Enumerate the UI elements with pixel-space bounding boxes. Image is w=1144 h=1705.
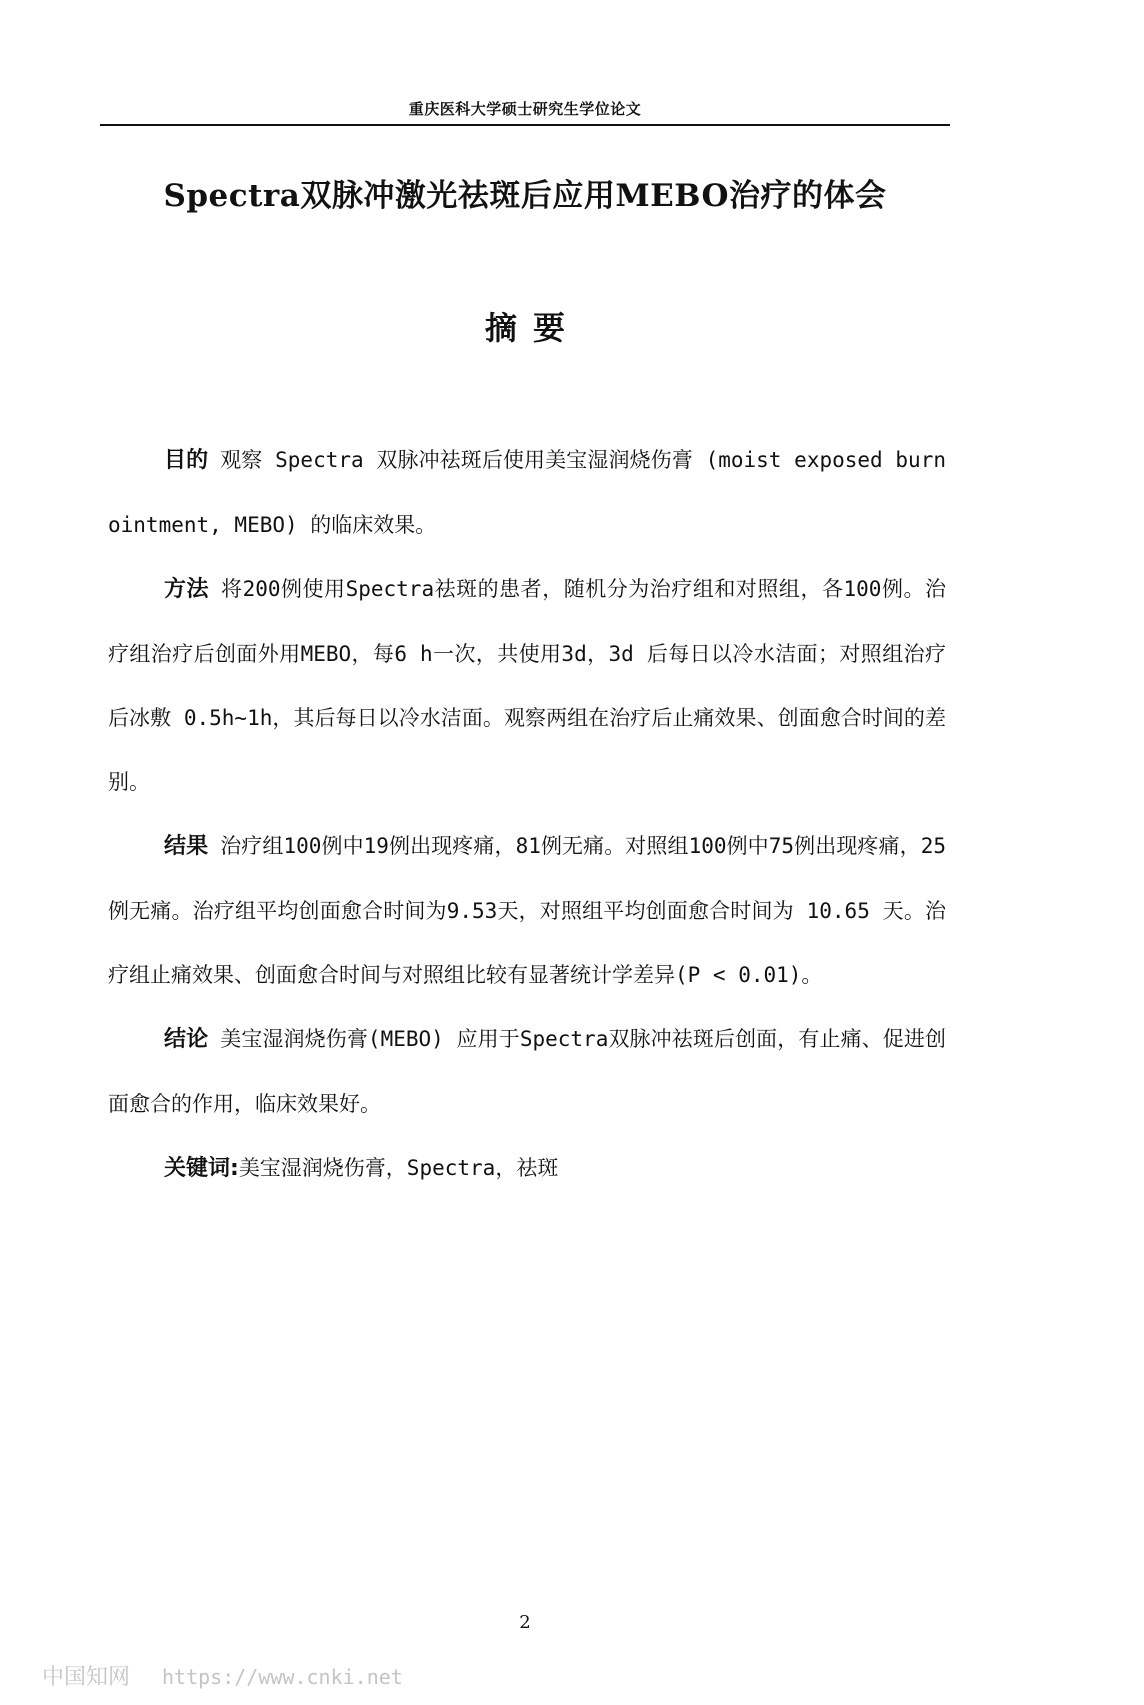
page-number: 2 — [519, 1612, 531, 1633]
keywords-label: 关键词: — [164, 1156, 239, 1181]
abstract-heading: 摘要 — [484, 309, 581, 347]
keywords-paragraph — [108, 1136, 946, 1201]
abstract-body — [108, 428, 946, 1201]
running-header: 重庆医科大学硕士研究生学位论文 — [408, 100, 642, 118]
method-label: 方法 — [164, 577, 210, 602]
method-text: 将200例使用Spectra祛斑的患者，随机分为治疗组和对照组，各100例。治疗组治疗后创面外用MEBO，每6 h一次，共使用3d，3d 后每日以冷水洁面；对照组治疗后冰敷 0.5h~1h，其后每日以冷水洁面。观察两组在治疗后止痛效果、创面愈合时间的差别。 — [108, 577, 946, 794]
purpose-paragraph — [108, 428, 946, 557]
method-paragraph — [108, 557, 946, 814]
purpose-text: 观察 Spectra 双脉冲祛斑后使用美宝湿润烧伤膏 (moist exposed burn ointment, MEBO) 的临床效果。 — [108, 448, 946, 537]
watermark-name: 中国知网 — [42, 1665, 131, 1690]
header-rule — [100, 124, 950, 126]
result-text: 治疗组100例中19例出现疼痛，81例无痛。对照组100例中75例出现疼痛，25例无痛。治疗组平均创面愈合时间为9.53天，对照组平均创面愈合时间为 10.65 天。治疗组止痛效果、创面愈合时间与对照组比较有显著统计学差异(P < 0.01)。 — [108, 834, 946, 987]
conclusion-paragraph — [108, 1007, 946, 1136]
keywords-text: 美宝湿润烧伤膏，Spectra，祛斑 — [238, 1156, 559, 1180]
result-label: 结果 — [164, 834, 209, 859]
conclusion-text: 美宝湿润烧伤膏(MEBO) 应用于Spectra双脉冲祛斑后创面，有止痛、促进创面愈合的作用，临床效果好。 — [108, 1027, 946, 1116]
cnki-watermark — [42, 1660, 403, 1691]
paper-title: Spectra双脉冲激光祛斑后应用MEBO治疗的体会 — [163, 178, 887, 214]
purpose-label: 目的 — [164, 448, 209, 473]
result-paragraph — [108, 814, 946, 1007]
conclusion-label: 结论 — [164, 1027, 209, 1052]
watermark-url: https://www.cnki.net — [162, 1665, 403, 1689]
